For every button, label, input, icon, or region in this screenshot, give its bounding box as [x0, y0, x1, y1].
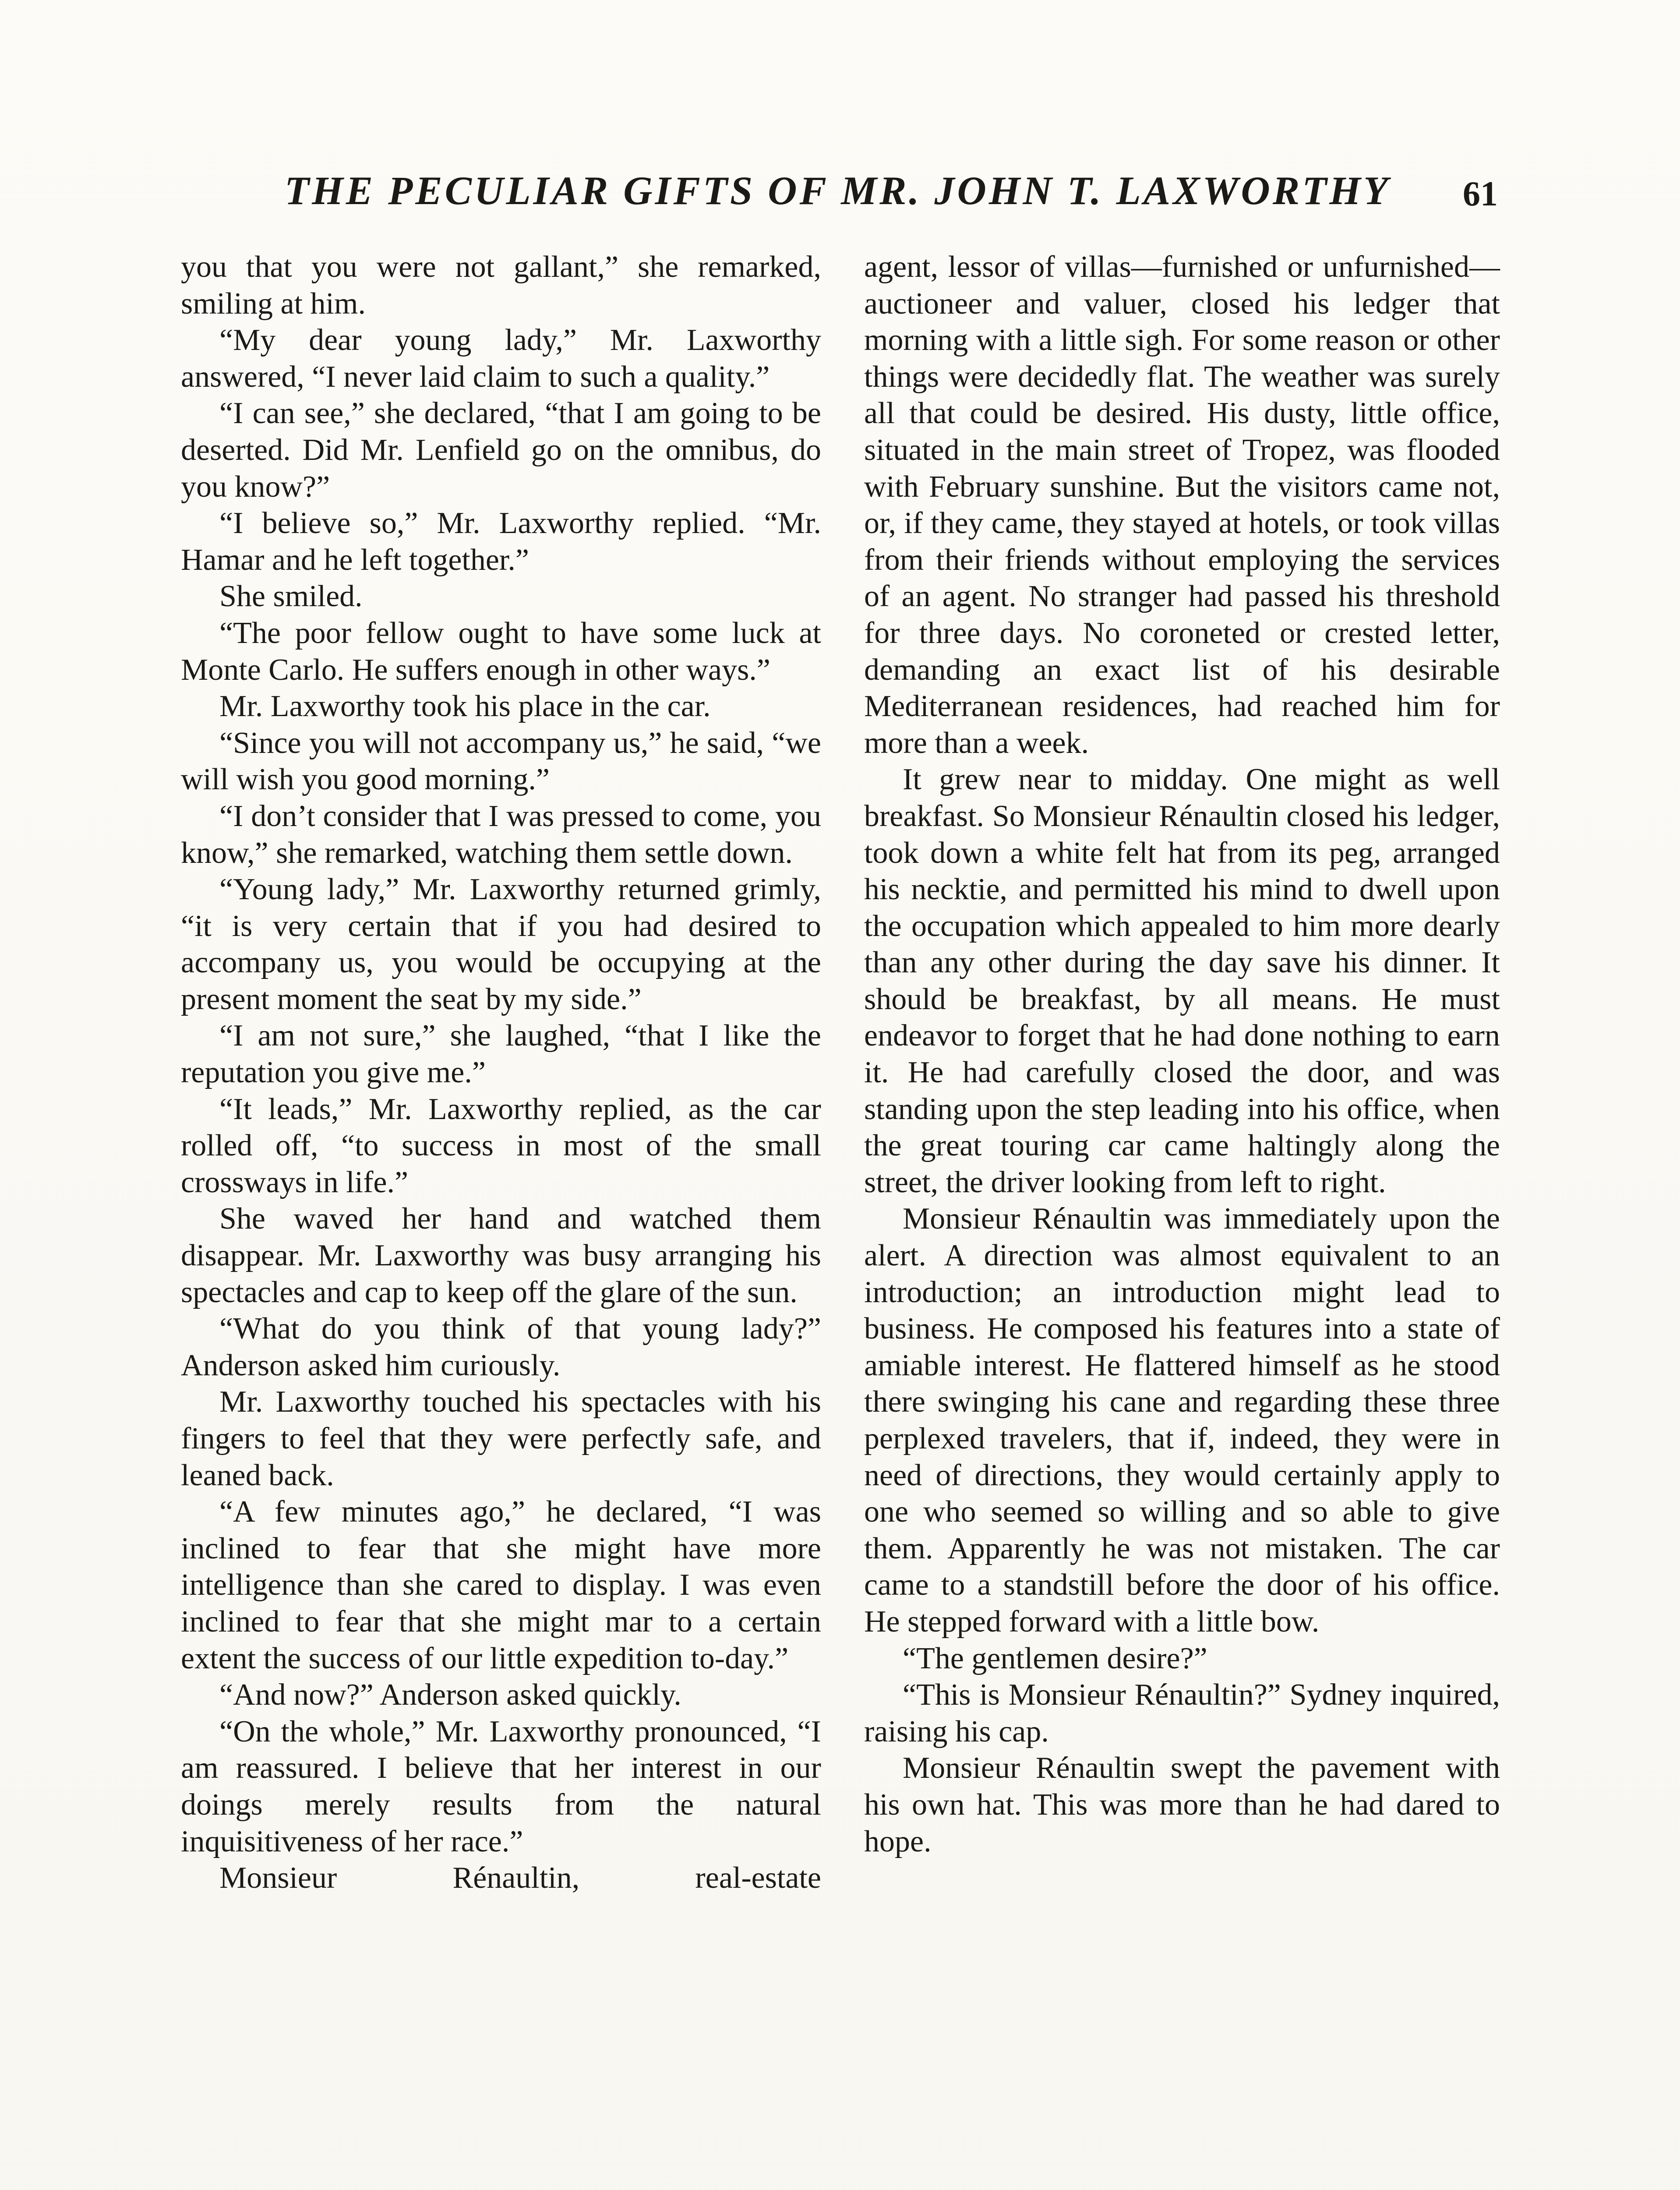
paragraph: “I believe so,” Mr. Laxworthy replied. “Mr. Hamar and he left together.” [181, 506, 821, 577]
right-column [864, 249, 1500, 1860]
paragraph: you that you were not gallant,” she remarked, smiling at him. [181, 250, 821, 321]
running-title: THE PECULIAR GIFTS OF MR. JOHN T. LAXWORTHY [285, 168, 1391, 213]
paragraph: agent, lessor of villas—furnished or unfurnished—auctioneer and valuer, closed his ledger that morning with a little sigh. For some reason or other things were decidedly flat. The weather was surely all that could be desired. His dusty, little office, situated in the main street of Tropez, was flooded with February sunshine. But the visitors came not, or, if they came, they stayed at hotels, or took villas from their friends without employing the services of an agent. No stranger had passed his threshold for three days. No coroneted or crested letter, demanding an exact list of his desirable Mediterranean residences, had reached him for more than a week. [864, 250, 1500, 760]
left-column [181, 249, 821, 1897]
page-number: 61 [1463, 175, 1498, 213]
paragraph: “I am not sure,” she laughed, “that I like the reputation you give me.” [181, 1019, 821, 1090]
paragraph: “Young lady,” Mr. Laxworthy returned grimly, “it is very certain that if you had desired to accompany us, you would be occupying at the present moment the seat by my side.” [181, 872, 821, 1016]
paragraph: It grew near to midday. One might as well breakfast. So Monsieur Rénaultin closed his ledger, took down a white felt hat from its peg, arranged his necktie, and permitted his mind to dwell upon the occupation which appealed to him more dearly than any other during the day save his dinner. It should be breakfast, by all means. He must endeavor to forget that he had done nothing to earn it. He had carefully closed the door, and was standing upon the step leading into his office, when the great touring car came haltingly along the street, the driver looking from left to right. [864, 763, 1500, 1199]
paragraph: “My dear young lady,” Mr. Laxworthy answered, “I never laid claim to such a quality.” [181, 323, 821, 394]
paragraph: She smiled. [219, 579, 363, 614]
paragraph: “This is Monsieur Rénaultin?” Sydney inquired, raising his cap. [864, 1678, 1500, 1748]
paragraph: Monsieur Rénaultin swept the pavement with his own hat. This was more than he had dared to hope. [864, 1751, 1500, 1858]
paragraph: “And now?” Anderson asked quickly. [219, 1678, 681, 1712]
paragraph: “It leads,” Mr. Laxworthy replied, as the car rolled off, “to success in most of the small crossways in life.” [181, 1092, 821, 1199]
paragraph: “The poor fellow ought to have some luck at Monte Carlo. He suffers enough in other ways.” [181, 616, 821, 687]
paragraph: She waved her hand and watched them disappear. Mr. Laxworthy was busy arranging his spectacles and cap to keep off the glare of the sun. [181, 1202, 821, 1309]
paragraph: “I can see,” she declared, “that I am going to be deserted. Did Mr. Lenfield go on the omnibus, do you know?” [181, 396, 821, 504]
paragraph: “On the whole,” Mr. Laxworthy pronounced, “I am reassured. I believe that her interest in our doings merely results from the natural inquisitiveness of her race.” [181, 1714, 821, 1858]
paragraph: Mr. Laxworthy took his place in the car. [219, 689, 711, 724]
paragraph: Mr. Laxworthy touched his spectacles with his fingers to feel that they were perfectly safe, and leaned back. [181, 1385, 821, 1492]
paragraph: “The gentlemen desire?” [903, 1641, 1207, 1675]
paragraph: “A few minutes ago,” he declared, “I was inclined to fear that she might have more intelligence than she cared to display. I was even inclined to fear that she might mar to a certain extent the success of our little expedition to-day.” [181, 1495, 821, 1675]
paragraph: “What do you think of that young lady?” Anderson asked him curiously. [181, 1312, 821, 1382]
paragraph: “Since you will not accompany us,” he said, “we will wish you good morning.” [181, 726, 821, 797]
paragraph: “I don’t consider that I was pressed to come, you know,” she remarked, watching them settle down. [181, 799, 821, 870]
running-header [0, 162, 1502, 228]
paragraph: Monsieur Rénaultin was immediately upon the alert. A direction was almost equivalent to an introduction; an introduction might lead to business. He composed his features into a state of amiable interest. He flattered himself as he stood there swinging his cane and regarding these three perplexed travelers, that if, indeed, they were in need of directions, they would certainly apply to one who seemed so willing and so able to give them. Apparently he was not mistaken. The car came to a standstill before the door of his office. He stepped forward with a little bow. [864, 1202, 1500, 1639]
paragraph: Monsieur Rénaultin, real-estate [219, 1861, 821, 1895]
